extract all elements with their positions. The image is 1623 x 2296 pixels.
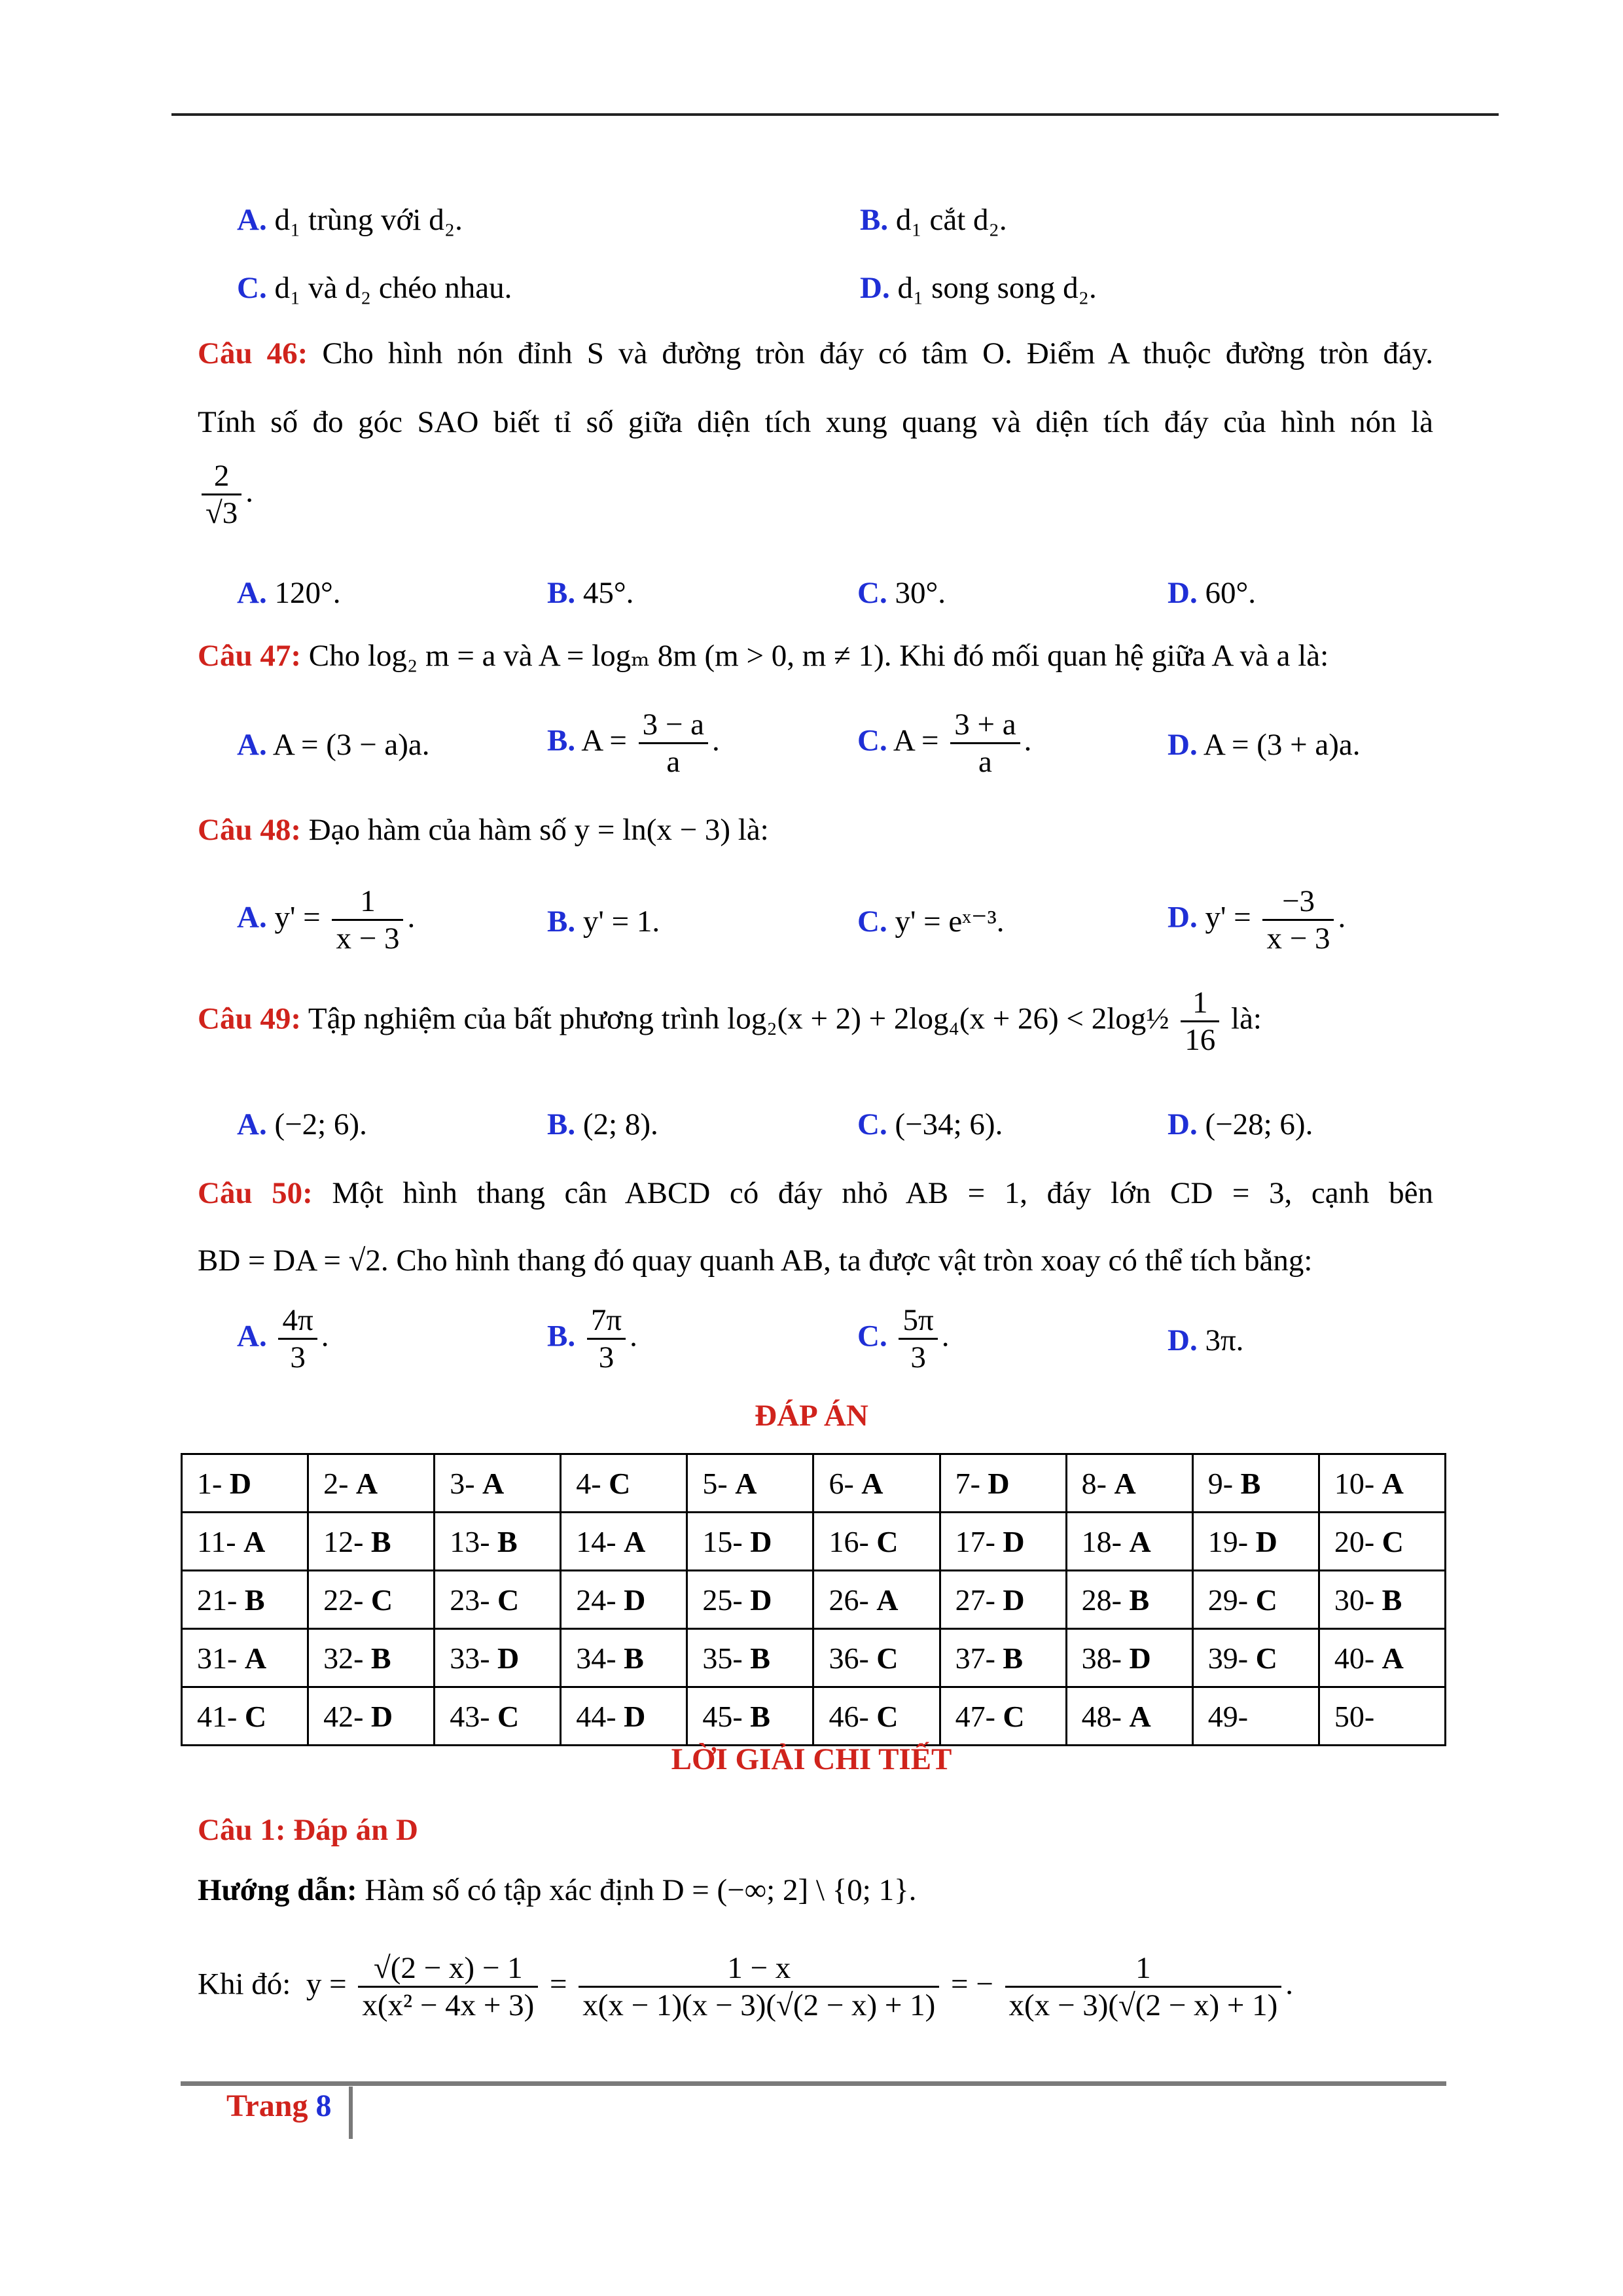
answer-row [182,1629,1446,1687]
answer-cell: 45- B [687,1687,813,1746]
answer-cell: 43- C [435,1687,561,1746]
answer-cell: 31- A [182,1629,308,1687]
q46-option-d: D. 60°. [1168,576,1256,610]
answer-cell: 3- A [435,1454,561,1513]
answer-cell: 29- C [1192,1571,1319,1629]
answer-cell: 18- A [1066,1513,1192,1571]
answer-cell: 8- A [1066,1454,1192,1513]
answer-row [182,1513,1446,1571]
q50-line1: Câu 50: Một hình thang cân ABCD có đáy nhỏ AB = 1, đáy lớn CD = 3, cạnh bên [198,1176,1434,1210]
q50-option-a: A. $\frac{4\pi}{3}$ . [237,1303,329,1375]
answer-cell: 24- D [561,1571,687,1629]
answer-cell: 21- B [182,1571,308,1629]
answer-cell: 26- A [813,1571,940,1629]
answer-cell: 41- C [182,1687,308,1746]
answer-cell: 1- D [182,1454,308,1513]
answer-cell: 12- B [308,1513,435,1571]
q45-option-b: B. d₁ cắt d₂. [860,203,1007,237]
q46-option-c: C. 30°. [857,576,946,610]
answer-cell: 7- D [940,1454,1066,1513]
answer-cell: 6- A [813,1454,940,1513]
answer-cell: 5- A [687,1454,813,1513]
header-rule [171,113,1499,116]
q47-option-c: C. A = $\frac{3 + a}{a}$ . [857,708,1032,780]
answer-row [182,1454,1446,1513]
q49-question: Câu 49: Tập nghiệm của bất phương trình log₂(x + 2) + 2log₄(x + 26) < 2log½ $\frac{1}{16}$ là: [198,986,1262,1058]
answer-cell: 20- C [1319,1513,1445,1571]
answer-cell: 17- D [940,1513,1066,1571]
q48-option-a: A. y' = $\frac{1}{x - 3}$ . [237,884,416,956]
answer-cell: 2- A [308,1454,435,1513]
answer-cell: 37- B [940,1629,1066,1687]
q49-option-a: A. (−2; 6). [237,1107,367,1141]
answer-cell: 36- C [813,1629,940,1687]
answer-table [181,1453,1446,1746]
answer-cell: 4- C [561,1454,687,1513]
answer-cell: 9- B [1192,1454,1319,1513]
answer-cell: 42- D [308,1687,435,1746]
answer-cell: 14- A [561,1513,687,1571]
answer-row [182,1687,1446,1746]
answer-key-title: ĐÁP ÁN [755,1399,868,1433]
q46-option-a: A. 120°. [237,576,341,610]
answer-cell: 27- D [940,1571,1066,1629]
answer-cell: 34- B [561,1629,687,1687]
q46-ratio: $\frac{2}{√3}$ . [198,458,253,531]
q47-option-b: B. A = $\frac{3 - a}{a}$ . [547,708,720,780]
q48-option-b: B. y' = 1. [547,905,660,939]
answer-cell: 13- B [435,1513,561,1571]
q45-option-a: A. d₁ trùng với d₂. [237,203,463,237]
q45-option-d: D. d₁ song song d₂. [860,271,1097,305]
answer-cell: 35- B [687,1629,813,1687]
answer-cell: 38- D [1066,1629,1192,1687]
answer-row [182,1571,1446,1629]
answer-cell: 28- B [1066,1571,1192,1629]
q47-question: Câu 47: Cho log₂ m = a và A = logₘ 8m (m > 0, m ≠ 1). Khi đó mối quan hệ giữa A và a là: [198,639,1329,673]
answer-cell: 16- C [813,1513,940,1571]
answer-cell: 10- A [1319,1454,1445,1513]
answer-cell: 30- B [1319,1571,1445,1629]
q45-option-c: C. d₁ và d₂ chéo nhau. [237,271,512,305]
answer-cell: 44- D [561,1687,687,1746]
q47-option-a: A. A = (3 − a)a. [237,728,430,762]
q49-option-b: B. (2; 8). [547,1107,658,1141]
q49-fraction: $\frac{1}{16}$ [1181,985,1219,1058]
q48-question: Câu 48: Đạo hàm của hàm số y = ln(x − 3) là: [198,813,769,847]
q46-line2: Tính số đo góc SAO biết tỉ số giữa diện tích xung quang và diện tích đáy của hình nón là [198,405,1433,439]
q49-option-c: C. (−34; 6). [857,1107,1003,1141]
answer-cell: 15- D [687,1513,813,1571]
q50-option-d: D. 3π. [1168,1323,1244,1357]
answer-cell: 47- C [940,1687,1066,1746]
answer-cell: 19- D [1192,1513,1319,1571]
sol1-formula: Khi đó: y = $\frac{√(2 - x) - 1}{\text{x(x² − 4x + 3)}}$ = $\frac{1 - x}{x(x - 1)(x - 3)(√(2 - x) + 1)}$ = − $\frac{1}{x(x - 3)(√(2 - x) + 1)}$ . [198,1951,1294,2023]
sol1-guide: Hướng dẫn: Hàm số có tập xác định D = (−∞; 2] \ {0; 1}. [198,1873,917,1907]
q47-option-d: D. A = (3 + a)a. [1168,728,1361,762]
answer-cell: 32- B [308,1629,435,1687]
answer-cell: 40- A [1319,1629,1445,1687]
sol1-heading: Câu 1: Đáp án D [198,1813,418,1847]
page-number: Trang 8 [226,2089,332,2123]
answer-cell: 33- D [435,1629,561,1687]
q46-option-b: B. 45°. [547,576,634,610]
answer-cell: 49- [1192,1687,1319,1746]
footer-rule [181,2081,1446,2086]
q48-option-d: D. y' = $\frac{-3}{x - 3}$ . [1168,884,1346,956]
q50-option-b: B. $\frac{7\pi}{3}$ . [547,1303,637,1375]
answer-cell: 46- C [813,1687,940,1746]
q46-fraction: $\frac{2}{√3}$ [202,458,241,531]
solution-title: LỜI GIẢI CHI TIẾT [671,1742,952,1776]
q50-line2: BD = DA = √2. Cho hình thang đó quay quanh AB, ta được vật tròn xoay có thể tích bằng: [198,1244,1313,1278]
q46-line1: Câu 46: Cho hình nón đỉnh S và đường tròn đáy có tâm O. Điểm A thuộc đường tròn đáy. [198,336,1433,370]
answer-cell: 23- C [435,1571,561,1629]
q49-option-d: D. (−28; 6). [1168,1107,1313,1141]
answer-cell: 50- [1319,1687,1445,1746]
answer-cell: 25- D [687,1571,813,1629]
q48-option-c: C. y' = eˣ⁻³. [857,905,1005,939]
footer-divider [349,2087,353,2139]
answer-cell: 39- C [1192,1629,1319,1687]
answer-cell: 48- A [1066,1687,1192,1746]
answer-cell: 22- C [308,1571,435,1629]
q50-option-c: C. $\frac{5\pi}{3}$ . [857,1303,950,1375]
answer-cell: 11- A [182,1513,308,1571]
